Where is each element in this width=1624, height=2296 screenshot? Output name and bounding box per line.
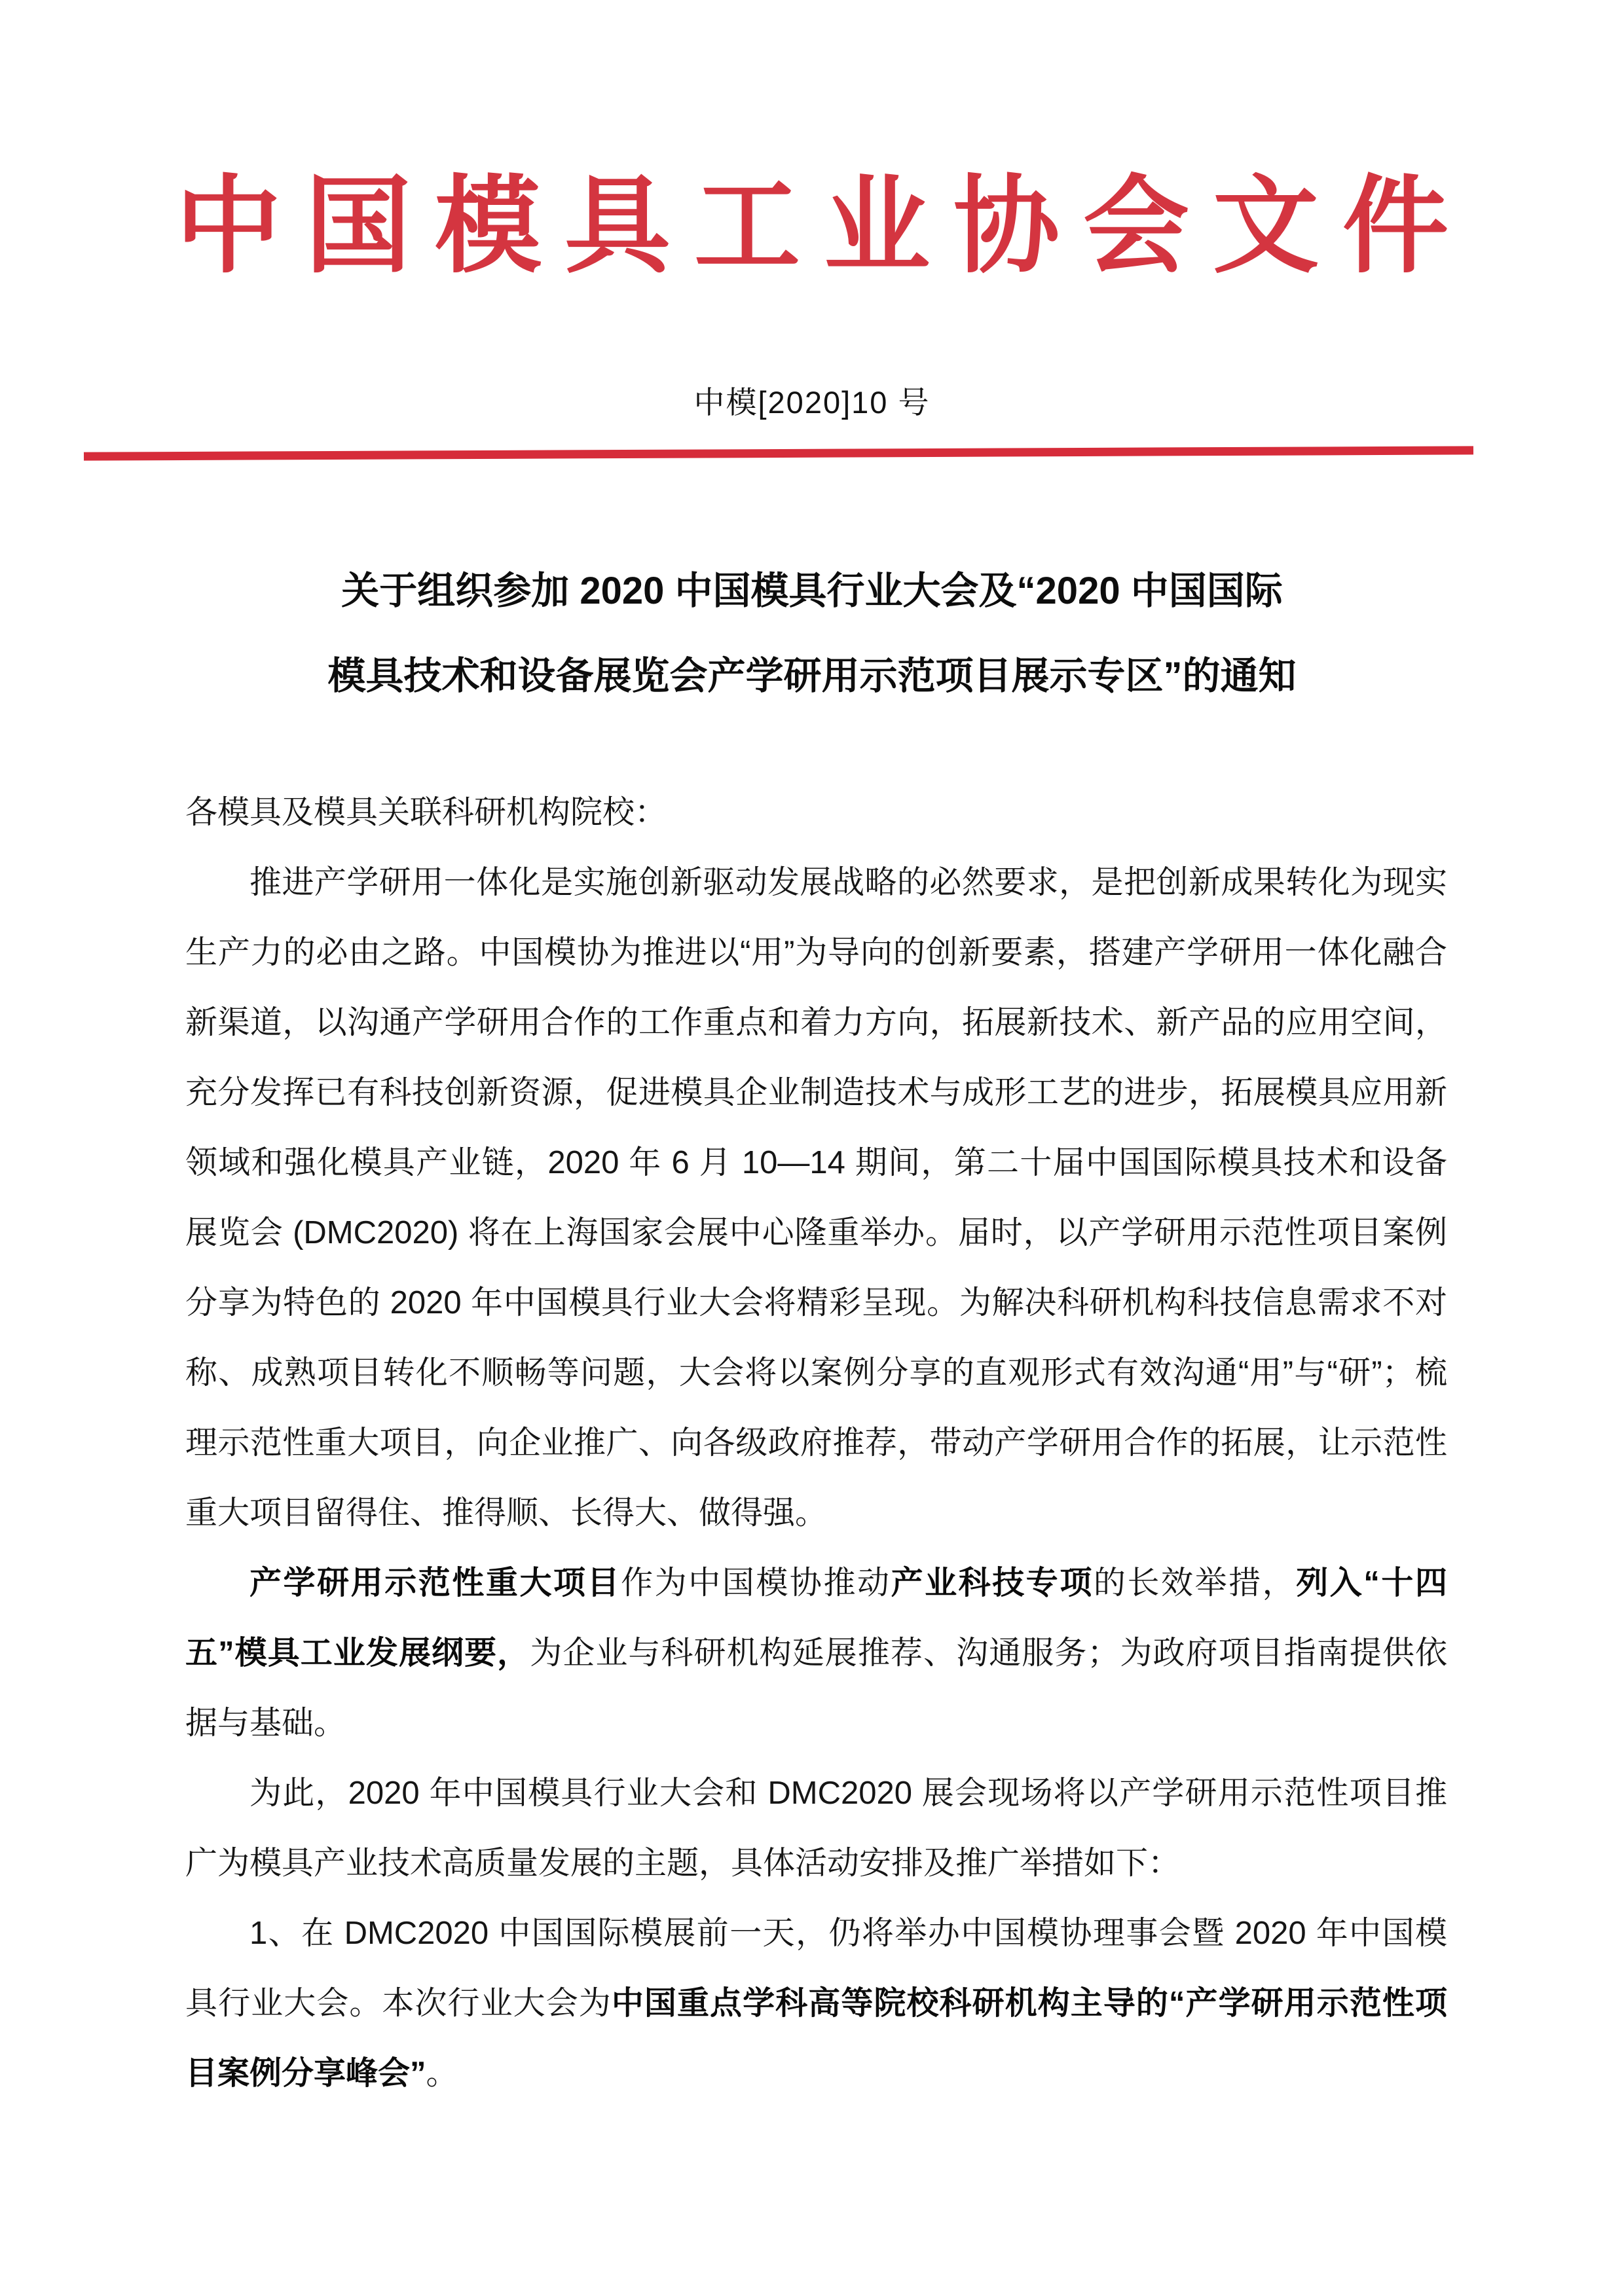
body-paragraph xyxy=(185,1548,1447,1758)
body-paragraph xyxy=(185,1758,1447,1899)
notice-title-line1: 关于组织参加 2020 中国模具行业大会及“2020 中国国际 xyxy=(341,570,1283,612)
bold-text-segment: 产业科技专项 xyxy=(891,1565,1094,1601)
text-segment: 推进产学研用一体化是实施创新驱动发展战略的必然要求，是把创新成果转化为现实生产力的必由之路。中国模协为推进以“用”为导向的创新要素，搭建产学研用一体化融合新渠道，以沟通产学研用合作的工作重点和着力方向，拓展新技术、新产品的应用空间，充分发挥已有科技创新资源，促进模具企业制造技术与成形工艺的进步，拓展模具应用新领域和强化模具产业链，2020 年 6 月 10—14 期间，第二十届中国国际模具技术和设备展览会 (DMC2020) 将在上海国家会展中心隆重举办。届时，以产学研用示范性项目案例分享为特色的 2020 年中国模具行业大会将精彩呈现。为解决科研机构科技信息需求不对称、成熟项目转化不顺畅等问题，大会将以案例分享的直观形式有效沟通“用”与“研”；梳理示范性重大项目，向企业推广、向各级政府推荐，带动产学研用合作的拓展，让示范性重大项目留得住、推得顺、长得大、做得强。 xyxy=(185,865,1447,1531)
text-segment: 。 xyxy=(426,2056,458,2091)
text-segment: 的长效举措， xyxy=(1093,1565,1297,1601)
body-paragraph xyxy=(185,1899,1447,2109)
body-paragraphs xyxy=(185,848,1447,2109)
salutation: 各模具及模具关联科研机构院校： xyxy=(185,795,667,830)
bold-text-segment: 产学研用示范性重大项目 xyxy=(249,1565,621,1601)
bold-text-segment: 列入“十四五”模具工业发展纲要， xyxy=(185,1565,1447,1671)
body-paragraph xyxy=(185,848,1447,1548)
text-segment: 作为中国模协推动 xyxy=(621,1565,891,1601)
text-segment: 为此，2020 年中国模具行业大会和 DMC2020 展会现场将以产学研用示范性项目推广为模具产业技术高质量发展的主题，具体活动安排及推广举措如下： xyxy=(185,1776,1447,1881)
text-segment: 1、在 DMC2020 中国国际模展前一天，仍将举办中国模协理事会暨 2020 年中国模具行业大会。本次行业大会为 xyxy=(185,1916,1447,2021)
document-body xyxy=(185,778,1447,2109)
text-segment: 为企业与科研机构延展推荐、沟通服务；为政府项目指南提供依据与基础。 xyxy=(185,1635,1447,1741)
org-red-header-title: 中国模具工业协会文件 xyxy=(175,169,1472,286)
red-divider-line xyxy=(84,446,1473,460)
notice-title xyxy=(105,549,1519,719)
notice-title-line2: 模具技术和设备展览会产学研用示范项目展示专区”的通知 xyxy=(327,655,1297,697)
document-number: 中模[2020]10 号 xyxy=(693,385,931,420)
bold-text-segment: 中国重点学科高等院校科研机构主导的“产学研用示范性项目案例分享峰会” xyxy=(185,1986,1447,2091)
